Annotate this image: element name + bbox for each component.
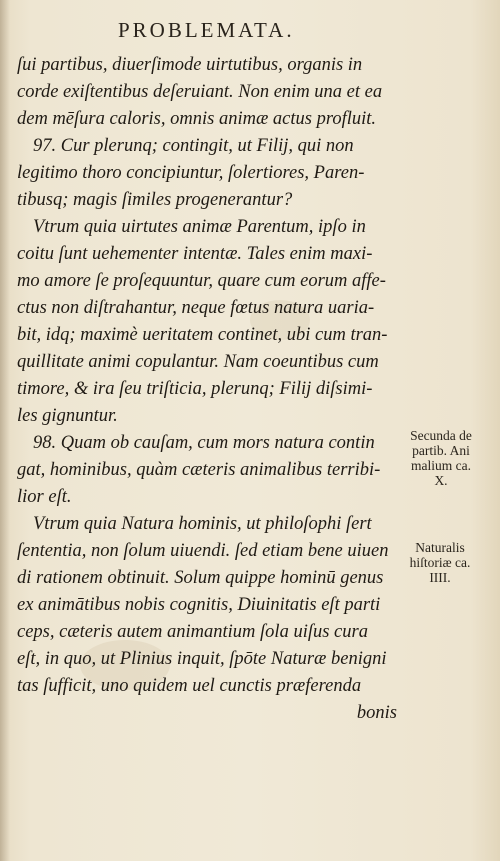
- catchword: bonis: [356, 703, 397, 723]
- text-line: legitimo thoro concipiuntur, ſolertiores, Paren-: [17, 163, 365, 183]
- text-line: gat, hominibus, quàm cæteris animalibus terribi-: [17, 460, 381, 480]
- margin-note-naturalis: [392, 540, 488, 585]
- text-line: ctus non diſtrahantur, neque fœtus natura uaria-: [17, 298, 375, 318]
- margin-note-line: IIII.: [429, 570, 451, 585]
- margin-note-line: partib. Ani: [412, 443, 470, 458]
- margin-note-line: X.: [434, 473, 448, 488]
- text-line: quillitate animi copulantur. Nam coeuntibus cum: [17, 352, 379, 372]
- text-line: coitu ſunt uehementer intentæ. Tales enim maxi-: [17, 244, 373, 264]
- text-line: timore, & ira ſeu triſticia, plerunq; Filij diſsimi-: [17, 379, 373, 399]
- text-line: lior eſt.: [17, 487, 72, 507]
- text-line: les gignuntur.: [17, 406, 118, 426]
- margin-note-line: Secunda de: [410, 428, 472, 443]
- text-line: mo amore ſe proſequuntur, quare cum eorum affe-: [17, 271, 386, 291]
- text-line: Vtrum quia Natura hominis, ut philoſophi ſert: [33, 514, 372, 534]
- running-head: PROBLEMATA.: [118, 18, 295, 42]
- text-line: tas ſufficit, uno quidem uel cunctis præferenda: [17, 676, 362, 696]
- spine-shadow: [0, 0, 10, 861]
- text-line: dem mēſura caloris, omnis animæ actus profluit.: [17, 109, 377, 129]
- text-line: ſententia, non ſolum uiuendi. ſed etiam bene uiuen: [17, 541, 389, 561]
- text-line: corde exiſtentibus deſeruiant. Non enim una et ea: [17, 82, 383, 102]
- text-line: ex animātibus nobis cognitis, Diuinitatis eſt parti: [17, 595, 381, 615]
- text-line: tibusq; magis ſimiles progenerantur?: [17, 190, 293, 210]
- text-line: bit, idq; maximè ueritatem continet, ubi cum tran-: [17, 325, 388, 345]
- margin-note-line: malium ca.: [411, 458, 471, 473]
- problem-97-heading: 97. Cur plerunq; contingit, ut Filij, qui non: [33, 136, 354, 156]
- text-line: eſt, in quo, ut Plinius inquit, ſpōte Naturæ benigni: [17, 649, 387, 669]
- text-line: di rationem obtinuit. Solum quippe hominū genus: [17, 568, 384, 588]
- text-line: ceps, cæteris autem animantium ſola uiſus cura: [17, 622, 368, 642]
- problem-98-heading: 98. Quam ob cauſam, cum mors natura contin: [33, 433, 375, 453]
- margin-note-secunda: [393, 428, 489, 488]
- margin-note-line: Naturalis: [415, 540, 465, 555]
- margin-note-line: hiſtoriæ ca.: [409, 555, 471, 570]
- text-line: ſui partibus, diuerſimode uirtutibus, organis in: [17, 55, 363, 75]
- text-line: Vtrum quia uirtutes animæ Parentum, ipſo in: [33, 217, 366, 237]
- body-text: [17, 52, 397, 727]
